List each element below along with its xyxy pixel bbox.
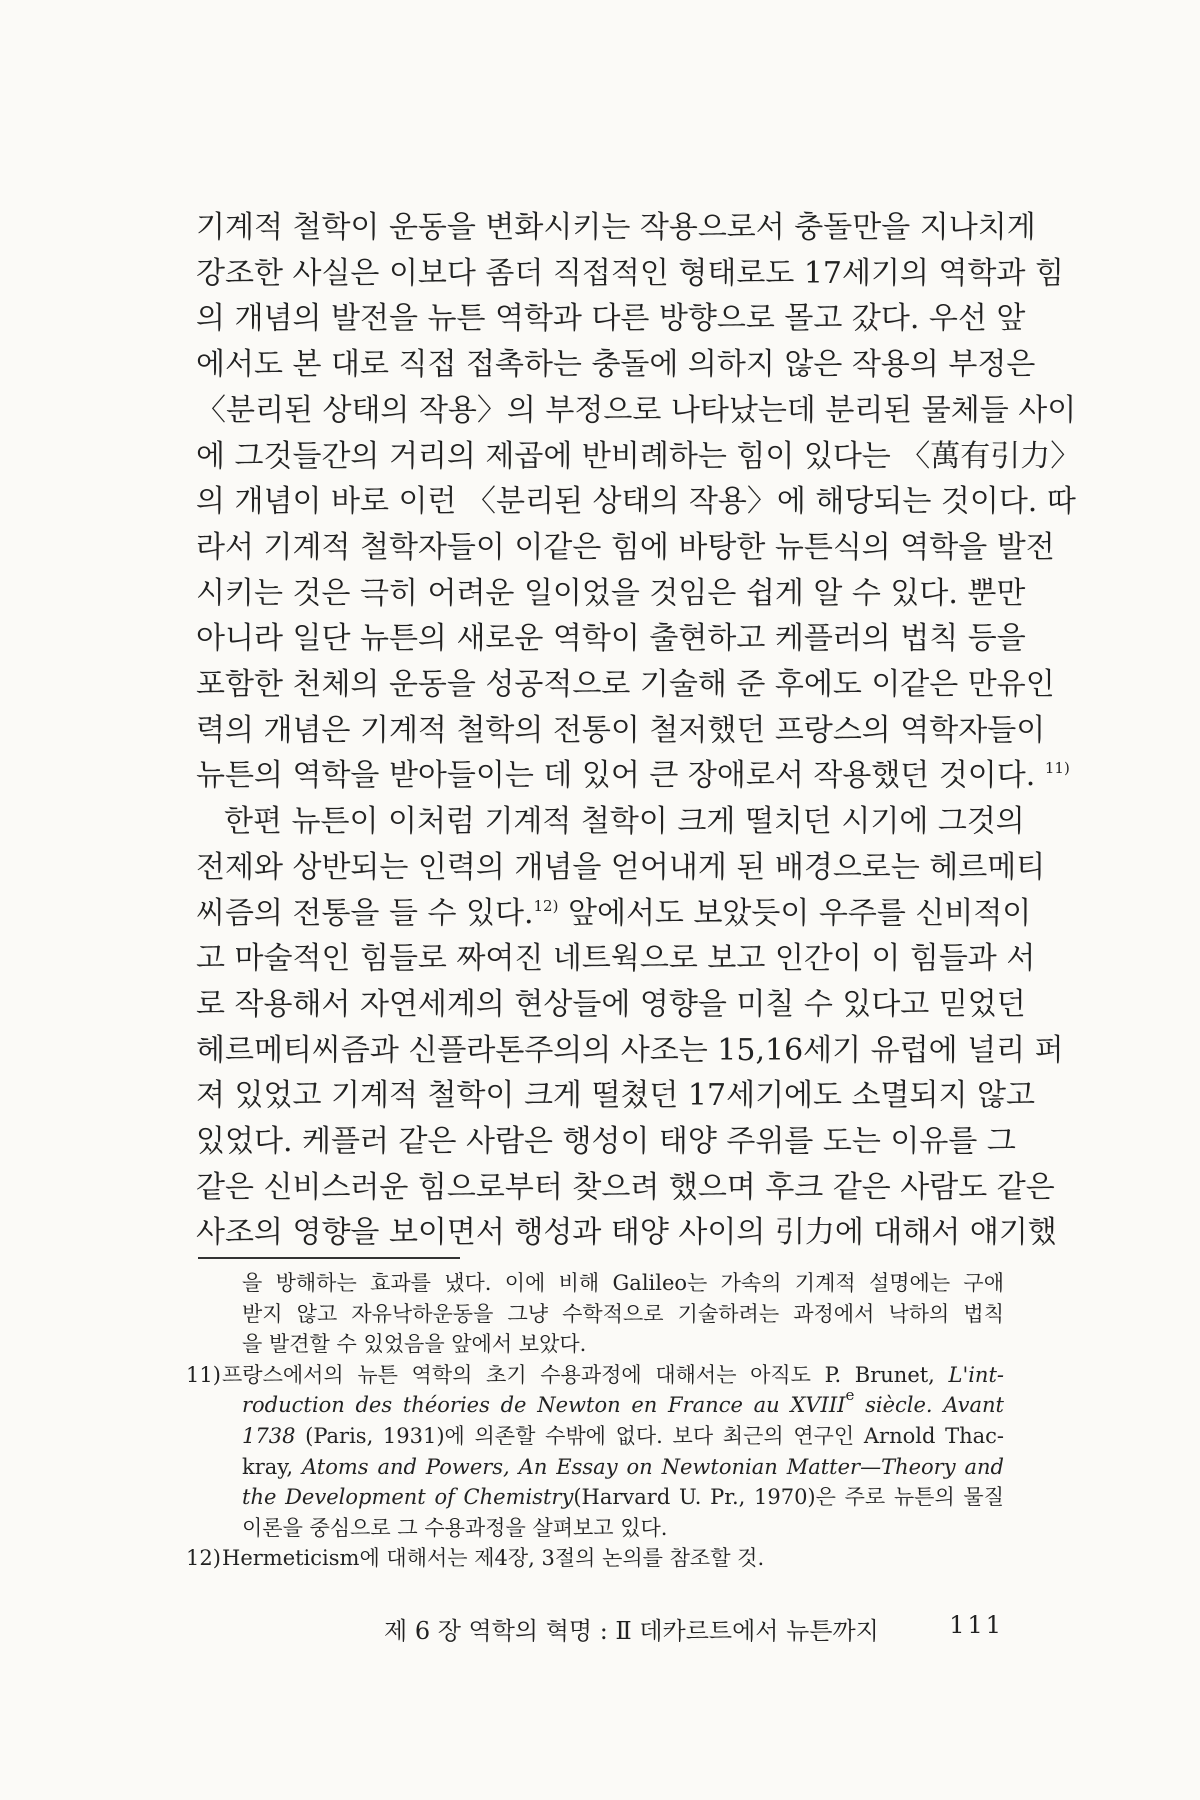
footnote-11-line xyxy=(186,1421,1004,1452)
body-line: 져 있었고 기계적 철학이 크게 떨쳤던 17세기에도 소멸되지 않고 xyxy=(196,1078,1035,1114)
footnote-divider xyxy=(198,1257,460,1259)
footnote-italic: the Development of Chemistry xyxy=(242,1485,574,1510)
body-line: 같은 신비스러운 힘으로부터 찾으려 했으며 후크 같은 사람도 같은 xyxy=(196,1169,1055,1205)
footnote-italic: siècle. Avant xyxy=(854,1393,1004,1418)
footnote-11-line xyxy=(186,1482,1004,1513)
footnote-11-line xyxy=(186,1386,1004,1421)
body-line: 력의 개념은 기계적 철학의 전통이 철저했던 프랑스의 역학자들이 xyxy=(196,712,1046,748)
body-line: 에서도 본 대로 직접 접촉하는 충돌에 의하지 않은 작용의 부정은 xyxy=(196,347,1036,383)
footnote-text: kray, xyxy=(242,1454,302,1479)
footnotes xyxy=(186,1268,1004,1574)
footnote-text: (Harvard U. Pr., 1970)은 주로 뉴튼의 물질 xyxy=(573,1485,1004,1510)
body-line: 고 마술적인 힘들로 짜여진 네트웍으로 보고 인간이 이 힘들과 서 xyxy=(196,941,1036,977)
footnote-continued-line: 을 방해하는 효과를 냈다. 이에 비해 Galileo는 가속의 기계적 설명에는 구애 xyxy=(242,1271,1004,1295)
footnote-continued-line: 받지 않고 자유낙하운동을 그냥 수학적으로 기술하려는 과정에서 낙하의 법칙 xyxy=(242,1301,1004,1326)
body-line: 로 작용해서 자연세계의 현상들에 영향을 미칠 수 있다고 믿었던 xyxy=(196,986,1026,1022)
footnote-12 xyxy=(186,1543,1004,1574)
footnote-11-line xyxy=(186,1452,1004,1483)
body-line: 의 개념의 발전을 뉴튼 역학과 다른 방향으로 몰고 갔다. 우선 앞 xyxy=(196,301,1026,337)
body-line: 시키는 것은 극히 어려운 일이었을 것임은 쉽게 알 수 있다. 뿐만 xyxy=(196,575,1026,611)
body-line: 의 개념이 바로 이런 〈분리된 상태의 작용〉에 해당되는 것이다. 따 xyxy=(196,484,1076,520)
footnote-text: Hermeticism에 대해서는 제4장, 3절의 논의를 참조할 것. xyxy=(222,1546,765,1571)
body-line: 기계적 철학이 운동을 변화시키는 작용으로서 충돌만을 지나치게 xyxy=(196,210,1036,245)
running-footer xyxy=(384,1611,1004,1646)
body-line-text: 씨즘의 전통을 들 수 있다. xyxy=(196,895,534,931)
body-line-text: 앞에서도 보았듯이 우주를 신비적이 xyxy=(567,895,1032,931)
footnote-continued-line: 을 발견할 수 있었음을 앞에서 보았다. xyxy=(242,1332,587,1357)
body-line xyxy=(196,753,1070,799)
body-line: 포함한 천체의 운동을 성공적으로 기술해 준 후에도 이같은 만유인 xyxy=(196,667,1055,703)
body-line xyxy=(196,891,1032,937)
footnote-11-line: 이론을 중심으로 그 수용과정을 살펴보고 있다. xyxy=(242,1515,668,1540)
footnote-italic: Atoms and Powers, An Essay on Newtonian Matter—Theory and xyxy=(301,1454,1005,1479)
footnote-text: (Paris, 1931)에 의존할 수밖에 없다. 보다 최근의 연구인 Arnold Thac- xyxy=(295,1423,1004,1448)
body-line: 아니라 일단 뉴튼의 새로운 역학이 출현하고 케플러의 법칙 등을 xyxy=(196,621,1026,657)
body-line: 헤르메티씨즘과 신플라톤주의의 사조는 15,16세기 유럽에 널리 퍼 xyxy=(196,1032,1064,1068)
footnote-italic: 1738 xyxy=(242,1423,296,1448)
body-line: 에 그것들간의 거리의 제곱에 반비례하는 힘이 있다는 〈萬有引力〉 xyxy=(196,438,1081,474)
footnote-number: 11) xyxy=(186,1362,221,1387)
body-text xyxy=(196,205,1081,1256)
body-line: 있었다. 케플러 같은 사람은 행성이 태양 주위를 도는 이유를 그 xyxy=(196,1124,1016,1160)
footnote-number: 12) xyxy=(186,1546,221,1571)
footnote-11 xyxy=(186,1360,1004,1391)
body-line: 〈분리된 상태의 작용〉의 부정으로 나타났는데 분리된 물체들 사이 xyxy=(196,392,1077,428)
body-line: 사조의 영향을 보이면서 행성과 태양 사이의 引力에 대해서 얘기했 xyxy=(196,1215,1057,1251)
footnote-superscript: e xyxy=(845,1386,855,1405)
body-line: 강조한 사실은 이보다 좀더 직접적인 형태로도 17세기의 역학과 힘 xyxy=(196,255,1064,291)
body-line: 한편 뉴튼이 이처럼 기계적 철학이 크게 떨치던 시기에 그것의 xyxy=(224,804,1025,840)
footnote-ref-12[interactable]: 12) xyxy=(533,896,559,915)
footnote-ref-11[interactable]: 11) xyxy=(1044,759,1070,778)
chapter-title: 제 6 장 역학의 혁명 : Ⅱ 데카르트에서 뉴튼까지 xyxy=(384,1617,879,1645)
page-number: 111 xyxy=(949,1611,1004,1639)
footnote-text: 프랑스에서의 뉴튼 역학의 초기 수용과정에 대해서는 아직도 P. Brunet, xyxy=(222,1362,949,1387)
footnote-italic: L'int- xyxy=(948,1362,1004,1387)
footnote-italic: roduction des théories de Newton en France au XVIII xyxy=(242,1393,846,1418)
body-line: 전제와 상반되는 인력의 개념을 얻어내게 된 배경으로는 헤르메티 xyxy=(196,849,1046,885)
body-line: 라서 기계적 철학자들이 이같은 힘에 바탕한 뉴튼식의 역학을 발전 xyxy=(196,529,1055,565)
body-line-text: 뉴튼의 역학을 받아들이는 데 있어 큰 장애로서 작용했던 것이다. xyxy=(196,758,1036,794)
